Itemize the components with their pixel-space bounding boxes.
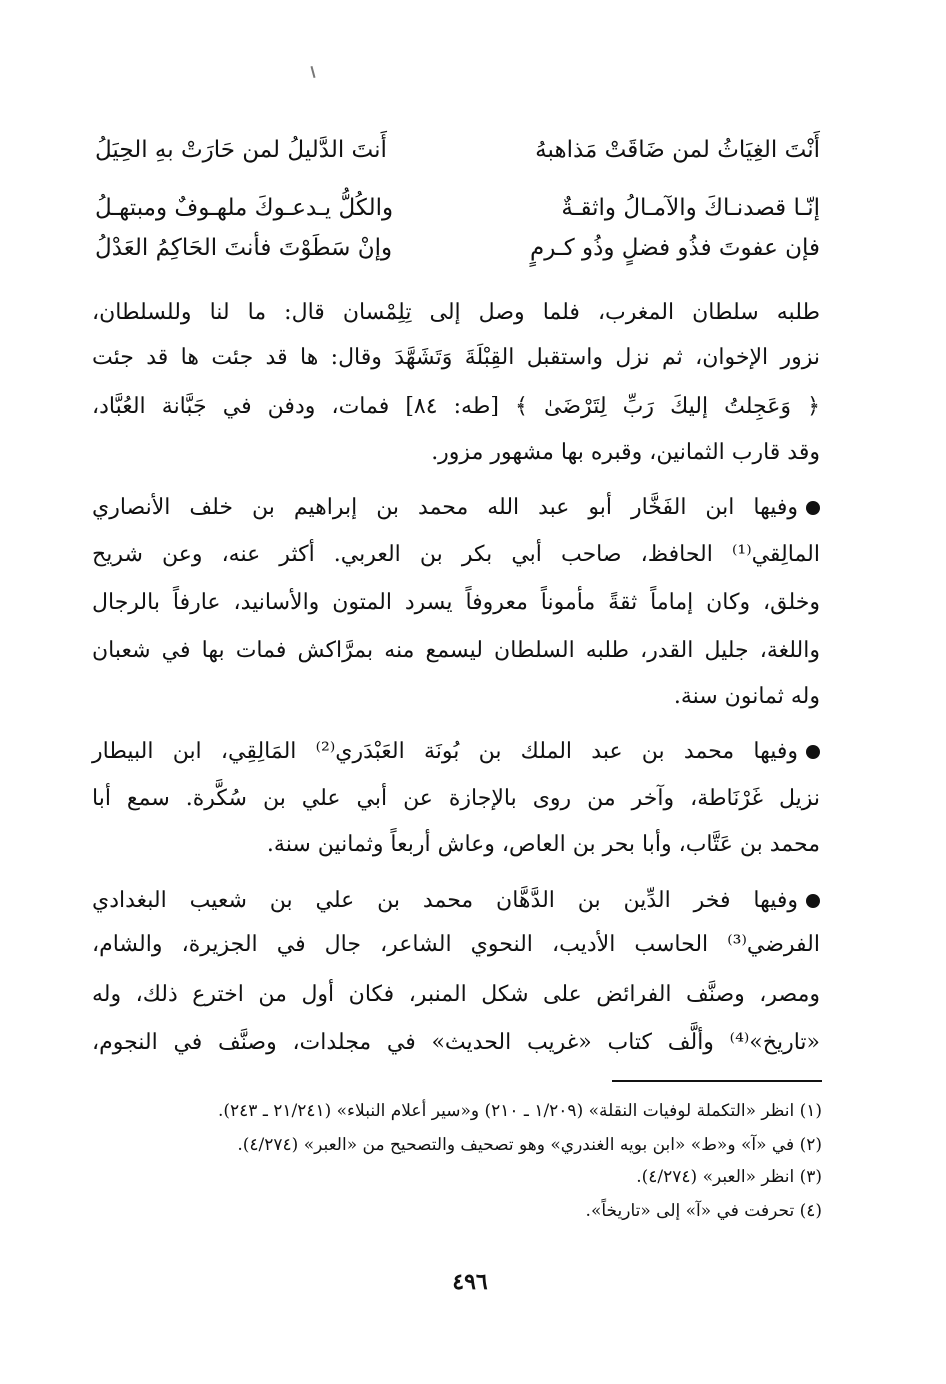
poem-verse-1 xyxy=(95,128,820,172)
verse-second-hemistich: والكُلُّ يـدعـوكَ ملهـوفٌ ومبتهـلُ xyxy=(95,195,394,221)
body-line: محمد بن عَتَّاب، وأبا بحر بن العاص، وعاش أربعاً وثمانين سنة. xyxy=(266,832,820,857)
verse-first-hemistich: فإن عفوتَ فذُو فضلٍ وذُو كـرمٍ xyxy=(530,235,820,261)
footnote-2: (٢) في «آ» و«ط» «ابن بويه الغندري» وهو تصحيف والتصحيح من «العبر» (٤/٢٧٤). xyxy=(237,1135,822,1155)
body-line: وخلق، وكان إماماً ثقةً مأموناً معروفاً يسرد المتون والأسانيد، عارفاً بالرجال xyxy=(92,590,820,615)
footnote-4: (٤) تحرفت في «آ» إلى «تاريخاً». xyxy=(585,1201,822,1221)
bullet-icon xyxy=(806,501,820,515)
body-text: وفيها محمد بن عبد الملك بن بُونَة العَبْدَري⁽²⁾ المَالِقِي، ابن البيطار xyxy=(92,739,799,764)
bullet-icon xyxy=(806,894,820,908)
body-text: وفيها ابن الفَخَّار أبو عبد الله محمد بن إبراهيم بن خلف الأنصاري xyxy=(92,495,799,520)
body-line: وقد قارب الثمانين، وقبره بها مشهور مزور. xyxy=(431,440,820,465)
body-line: واللغة، جليل القدر، طلبه السلطان ليسمع منه بمرَّاكش فمات بها في شعبان xyxy=(92,638,820,663)
verse-first-hemistich: أَنْتَ الغِيَاثُ لمن ضَاقَتْ مَذاهبهُ xyxy=(535,137,820,163)
page-number: ٤٩٦ xyxy=(452,1269,488,1295)
verse-second-hemistich: وإنْ سَطَوْتَ فأنتَ الحَاكِمُ العَدْلُ xyxy=(95,235,393,261)
body-line: «تاريخ»⁽⁴⁾ وألَّف كتاب «غريب الحديث» في مجلدات، وصنَّف في النجوم، xyxy=(92,1030,820,1055)
body-text: وفيها فخر الدِّين بن الدَّهَّان محمد بن علي بن شعيب البغدادي xyxy=(92,888,798,913)
body-line: نزور الإخوان، ثم نزل واستقبل القِبْلَةَ وَتَشَهَّدَ وقال: ها قد جئت ها قد جئت xyxy=(92,345,820,370)
footnote-1: (١) انظر «التكملة لوفيات النقلة» (١/٢٠٩ ـ ٢١٠) و«سير أعلام النبلاء» (٢١/٢٤١ ـ ٢٤٣). xyxy=(217,1101,822,1121)
paragraph-first-line xyxy=(92,727,820,777)
body-line: ﴿ وَعَجِلتُ إليكَ رَبِّ لِتَرْضَىٰ ﴾ [طه: ٨٤] فمات، ودفن في جَبَّانة العُبَّاد، xyxy=(92,394,820,419)
poem-verse-2 xyxy=(95,186,820,230)
stray-mark xyxy=(310,66,315,78)
body-line: طلبه سلطان المغرب، فلما وصل إلى تِلِمْسان قال: ما لنا وللسلطان، xyxy=(92,300,820,325)
paragraph-first-line xyxy=(92,876,820,926)
verse-first-hemistich: إنّـا قصدنـاكَ والآمـالُ واثقـةٌ xyxy=(561,195,820,221)
body-line: المالِقي⁽¹⁾ الحافظ، صاحب أبي بكر بن العربي. أكثر عنه، وعن شريح xyxy=(92,542,820,567)
paragraph-first-line xyxy=(92,483,820,533)
body-line: وله ثمانون سنة. xyxy=(673,684,820,709)
body-line: ومصر، وصنَّف الفرائض على شكل المنبر، فكان أول من اخترع ذلك، وله xyxy=(92,982,820,1007)
verse-second-hemistich: أَنتَ الدَّليلُ لمن حَارَتْ بهِ الحِيَلُ xyxy=(95,137,387,163)
footnote-separator xyxy=(612,1080,822,1082)
footnote-3: (٣) انظر «العبر» (٤/٢٧٤). xyxy=(636,1167,822,1187)
body-line: الفرضي⁽³⁾ الحاسب الأديب، النحوي الشاعر، جال في الجزيرة، والشام، xyxy=(92,932,820,957)
poem-verse-3 xyxy=(95,226,820,270)
body-line: نزيل غَرْنَاطة، وآخر من روى بالإجازة عن أبي علي بن سُكَّرة. سمع أبا xyxy=(92,786,820,811)
bullet-icon xyxy=(806,745,820,759)
